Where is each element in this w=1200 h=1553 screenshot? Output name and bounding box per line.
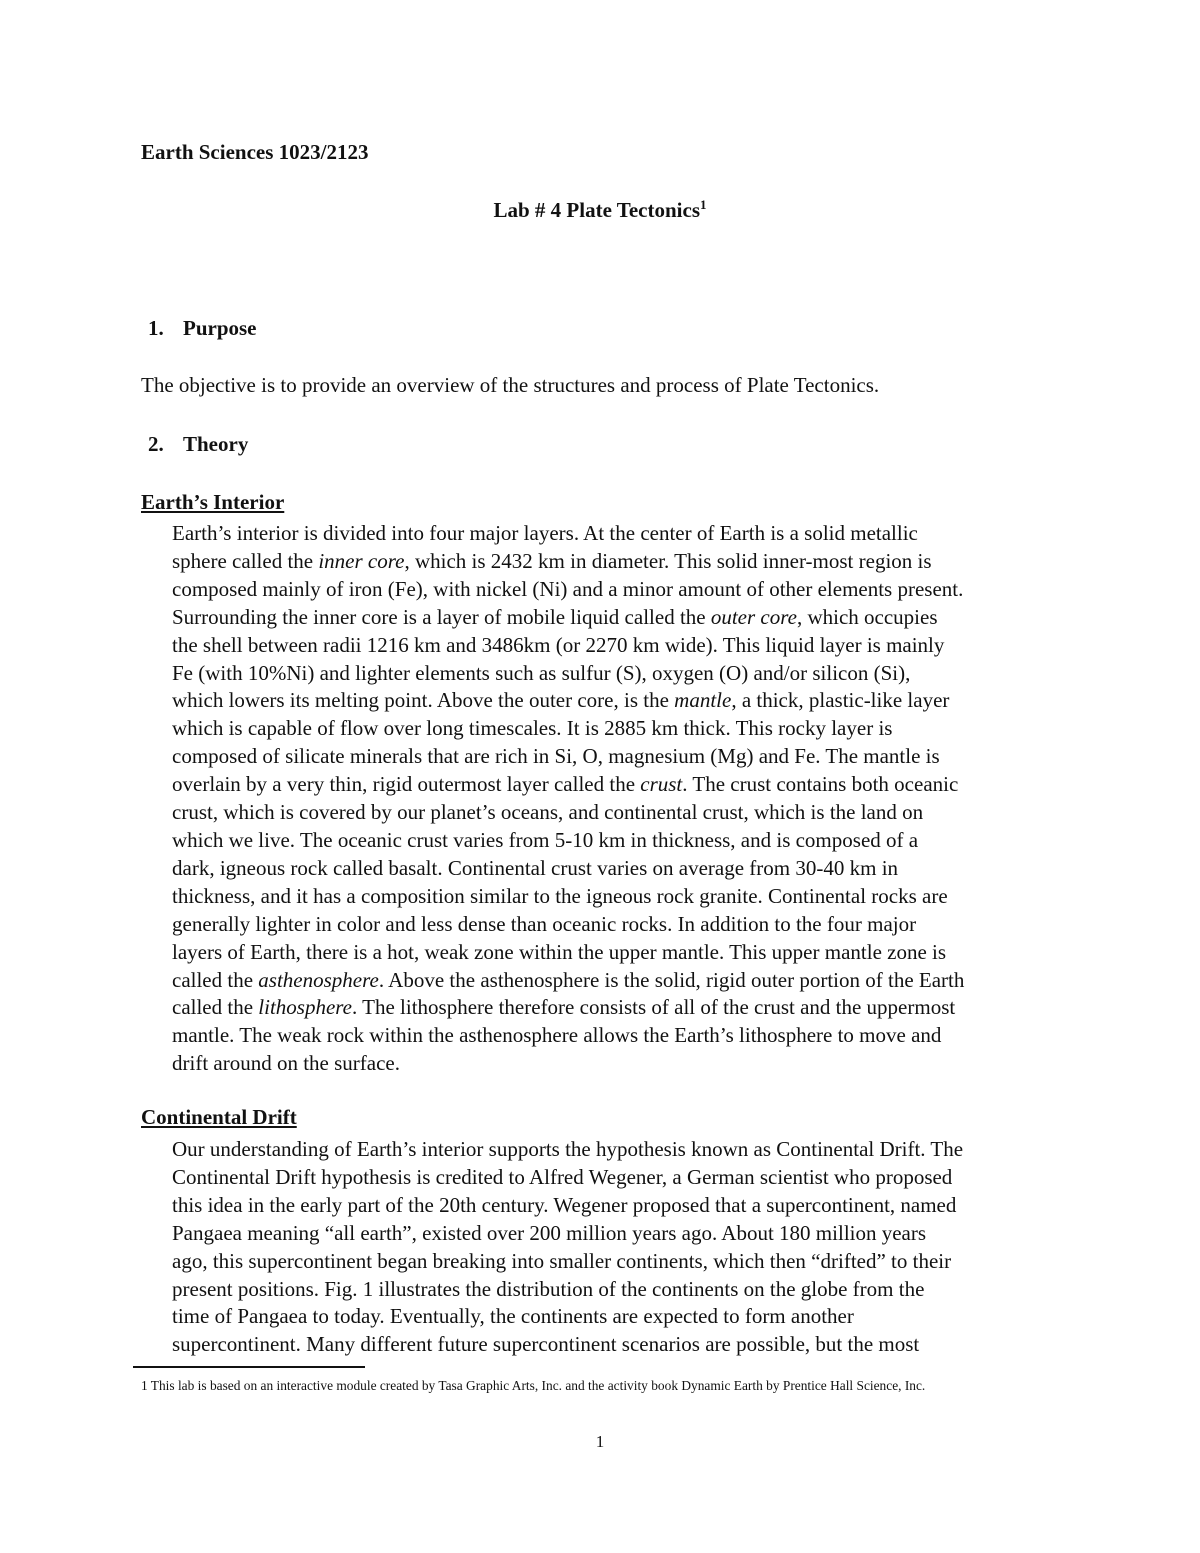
earths-interior-paragraph: [172, 520, 1072, 1078]
paragraph-line: this idea in the early part of the 20th century. Wegener proposed that a supercontinent, named: [172, 1192, 957, 1217]
paragraph-line: which lowers its melting point. Above the outer core, is the mantle, a thick, plastic-like layer: [172, 688, 950, 713]
paragraph-line: Surrounding the inner core is a layer of mobile liquid called the outer core, which occupies: [172, 604, 938, 629]
subheading-earths-interior: Earth’s Interior: [141, 490, 285, 514]
italic-term: lithosphere: [258, 995, 353, 1020]
paragraph-line: layers of Earth, there is a hot, weak zone within the upper mantle. This upper mantle zone is: [172, 939, 947, 964]
section-title: Theory: [183, 432, 249, 456]
paragraph-line: composed mainly of iron (Fe), with nickel (Ni) and a minor amount of other elements present.: [172, 576, 964, 601]
lab-title: [0, 198, 1200, 223]
paragraph-line: mantle. The weak rock within the asthenosphere allows the Earth’s lithosphere to move and: [172, 1023, 942, 1048]
paragraph-line: Earth’s interior is divided into four major layers. At the center of Earth is a solid metallic: [172, 521, 918, 545]
footnote: 1 This lab is based on an interactive module created by Tasa Graphic Arts, Inc. and the activity book Dynamic Earth by Prentice Hall Science, Inc.: [141, 1378, 926, 1393]
paragraph-line: called the asthenosphere. Above the asthenosphere is the solid, rigid outer portion of the Earth: [172, 967, 965, 992]
section-title: Purpose: [183, 316, 257, 340]
paragraph-line: called the lithosphere. The lithosphere therefore consists of all of the crust and the uppermost: [172, 995, 956, 1020]
paragraph-line: which is capable of flow over long timescales. It is 2885 km thick. This rocky layer is: [172, 716, 893, 741]
paragraph-line: present positions. Fig. 1 illustrates the distribution of the continents on the globe from the: [172, 1276, 925, 1301]
italic-term: inner core: [318, 548, 405, 573]
paragraph-line: drift around on the surface.: [172, 1051, 400, 1076]
paragraph-line: Our understanding of Earth’s interior supports the hypothesis known as Continental Drift. The: [172, 1137, 964, 1161]
lab-title-text: Lab # 4 Plate Tectonics: [493, 198, 700, 222]
section-heading-purpose: [148, 316, 257, 341]
section-number: 2.: [148, 432, 164, 456]
italic-term: outer core: [710, 604, 797, 629]
continental-drift-paragraph: [172, 1136, 1072, 1359]
paragraph-line: the shell between radii 1216 km and 3486km (or 2270 km wide). This liquid layer is mainly: [172, 632, 945, 657]
paragraph-line: thickness, and it has a composition similar to the igneous rock granite. Continental rocks are: [172, 883, 948, 908]
paragraph-line: dark, igneous rock called basalt. Continental crust varies on average from 30-40 km in: [172, 855, 899, 880]
page-number: 1: [595, 1432, 605, 1451]
paragraph-line: which we live. The oceanic crust varies from 5-10 km in thickness, and is composed of a: [172, 827, 919, 852]
paragraph-line: generally lighter in color and less dense than oceanic rocks. In addition to the four major: [172, 911, 917, 936]
italic-term: crust: [640, 772, 683, 797]
paragraph-line: Continental Drift hypothesis is credited to Alfred Wegener, a German scientist who proposed: [172, 1164, 953, 1189]
purpose-paragraph: The objective is to provide an overview of the structures and process of Plate Tectonics.: [141, 373, 880, 397]
italic-term: mantle: [674, 688, 732, 713]
footnote-divider: [133, 1366, 365, 1368]
subheading-continental-drift: Continental Drift: [141, 1105, 297, 1129]
paragraph-line: composed of silicate minerals that are rich in Si, O, magnesium (Mg) and Fe. The mantle is: [172, 744, 940, 769]
paragraph-line: crust, which is covered by our planet’s oceans, and continental crust, which is the land on: [172, 800, 924, 825]
course-title: Earth Sciences 1023/2123: [141, 140, 369, 164]
paragraph-line: ago, this supercontinent began breaking into smaller continents, which then “drifted” to their: [172, 1248, 952, 1273]
section-number: 1.: [148, 316, 164, 340]
paragraph-line: Fe (with 10%Ni) and lighter elements such as sulfur (S), oxygen (O) and/or silicon (Si),: [172, 660, 911, 685]
paragraph-line: time of Pangaea to today. Eventually, the continents are expected to form another: [172, 1304, 854, 1329]
paragraph-line: Pangaea meaning “all earth”, existed over 200 million years ago. About 180 million years: [172, 1220, 927, 1245]
paragraph-line: sphere called the inner core, which is 2432 km in diameter. This solid inner-most region is: [172, 548, 932, 573]
paragraph-line: supercontinent. Many different future supercontinent scenarios are possible, but the most: [172, 1332, 920, 1357]
italic-term: asthenosphere: [258, 967, 379, 992]
paragraph-line: overlain by a very thin, rigid outermost layer called the crust. The crust contains both oceanic: [172, 772, 959, 797]
section-heading-theory: [148, 432, 248, 457]
footnote-mark: 1: [700, 197, 707, 212]
